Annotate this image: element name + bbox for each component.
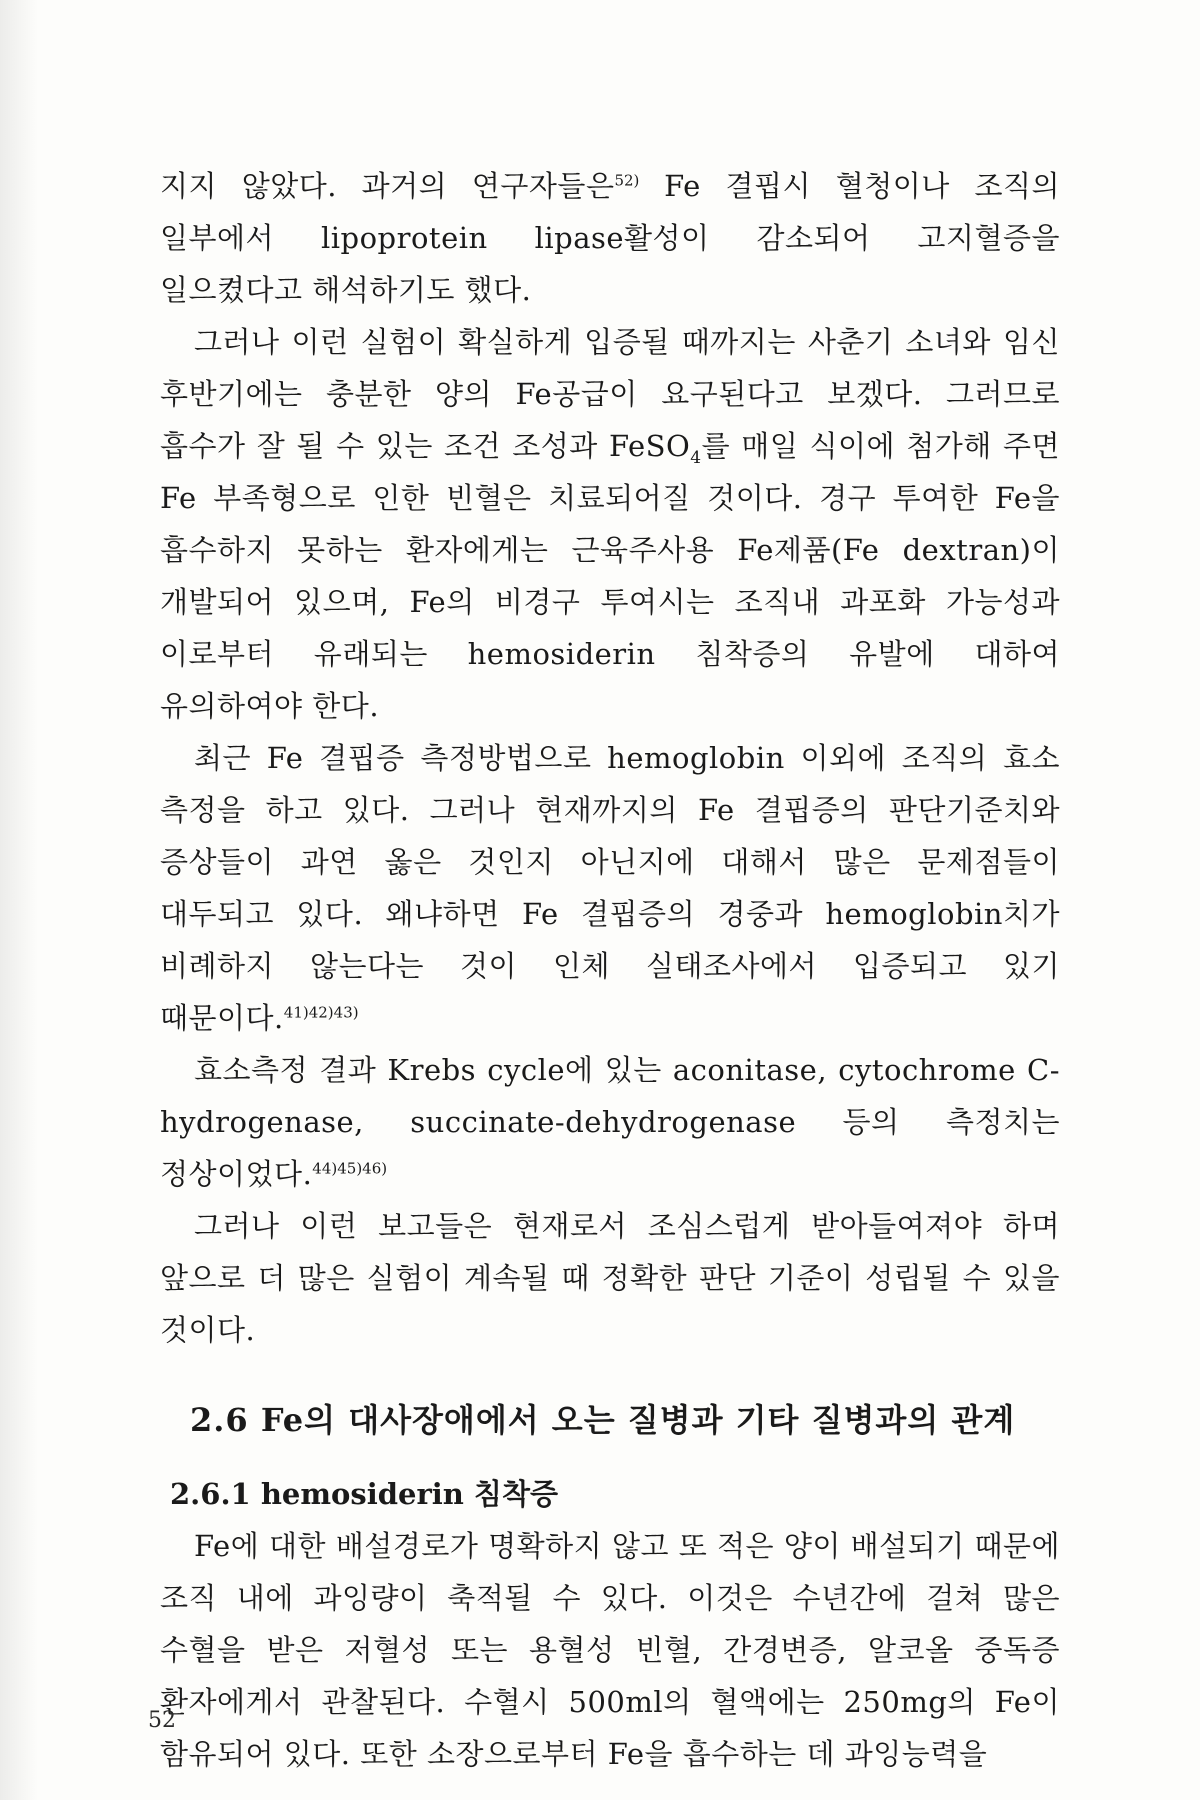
paragraph-4-reference: 44)45)46)	[312, 1159, 388, 1178]
paragraph-3-reference: 41)42)43)	[283, 1003, 359, 1022]
paragraph-2-text: 그러나 이런 실험이 확실하게 입증될 때까지는 사춘기 소녀와 임신 후반기에는 충분한 양의 Fe공급이 요구된다고 보겠다. 그러므로 흡수가 잘 될 수 있는 조건 조성과 FeSO	[160, 325, 1060, 463]
paragraph-5	[160, 1200, 1060, 1356]
paragraph-1	[160, 160, 1060, 316]
paragraph-5-text: 그러나 이런 보고들은 현재로서 조심스럽게 받아들여져야 하며 앞으로 더 많은 실험이 계속될 때 정확한 판단 기준이 성립될 수 있을 것이다.	[160, 1209, 1060, 1347]
scan-edge-shadow	[0, 0, 38, 1800]
body-text	[160, 160, 1060, 1780]
paragraph-1-text-cont: Fe 결핍시 혈청이나 조직의 일부에서 lipoprotein lipase활성이 감소되어 고지혈증을 일으켰다고 해석하기도 했다.	[160, 169, 1060, 307]
paragraph-1-reference: 52)	[614, 171, 640, 190]
paragraph-4	[160, 1044, 1060, 1200]
paragraph-2-text-cont: 를 매일 식이에 첨가해 주면 Fe 부족형으로 인한 빈혈은 치료되어질 것이다. 경구 투여한 Fe을 흡수하지 못하는 환자에게는 근육주사용 Fe제품(Fe dextran)이 개발되어 있으며, Fe의 비경구 투여시는 조직내 과포화 가능성과 이로부터 유래되는 hemosiderin 침착증의 유발에 대하여 유의하여야 한다.	[160, 429, 1060, 723]
paragraph-1-text: 지지 않았다. 과거의 연구자들은	[160, 169, 615, 203]
paragraph-3-text: 최근 Fe 결핍증 측정방법으로 hemoglobin 이외에 조직의 효소 측정을 하고 있다. 그러나 현재까지의 Fe 결핍증의 판단기준치와 증상들이 과연 옳은 것인지 아닌지에 대해서 많은 문제점들이 대두되고 있다. 왜냐하면 Fe 결핍증의 경중과 hemoglobin치가 비례하지 않는다는 것이 인체 실태조사에서 입증되고 있기 때문이다.	[160, 741, 1060, 1035]
subsection-paragraph: Fe에 대한 배설경로가 명확하지 않고 또 적은 양이 배설되기 때문에 조직 내에 과잉량이 축적될 수 있다. 이것은 수년간에 걸쳐 많은 수혈을 받은 저혈성 또는 용혈성 빈혈, 간경변증, 알코올 중독증 환자에게서 관찰된다. 수혈시 500ml의 혈액에는 250mg의 Fe이 함유되어 있다. 또한 소장으로부터 Fe을 흡수하는 데 과잉능력을	[160, 1529, 1060, 1771]
section-heading: 2.6 Fe의 대사장애에서 오는 질병과 기타 질병과의 관계	[190, 1401, 1016, 1439]
paragraph-2	[160, 316, 1060, 732]
page-number: 52	[148, 1708, 176, 1733]
paragraph-4-text: 효소측정 결과 Krebs cycle에 있는 aconitase, cytochrome C-hydrogenase, succinate-dehydrogenase 등의 측정치는 정상이었다.	[160, 1053, 1060, 1191]
paragraph-2-subscript: 4	[690, 447, 702, 468]
paragraph-3	[160, 732, 1060, 1044]
subsection-heading: 2.6.1 hemosiderin 침착증	[170, 1477, 558, 1511]
